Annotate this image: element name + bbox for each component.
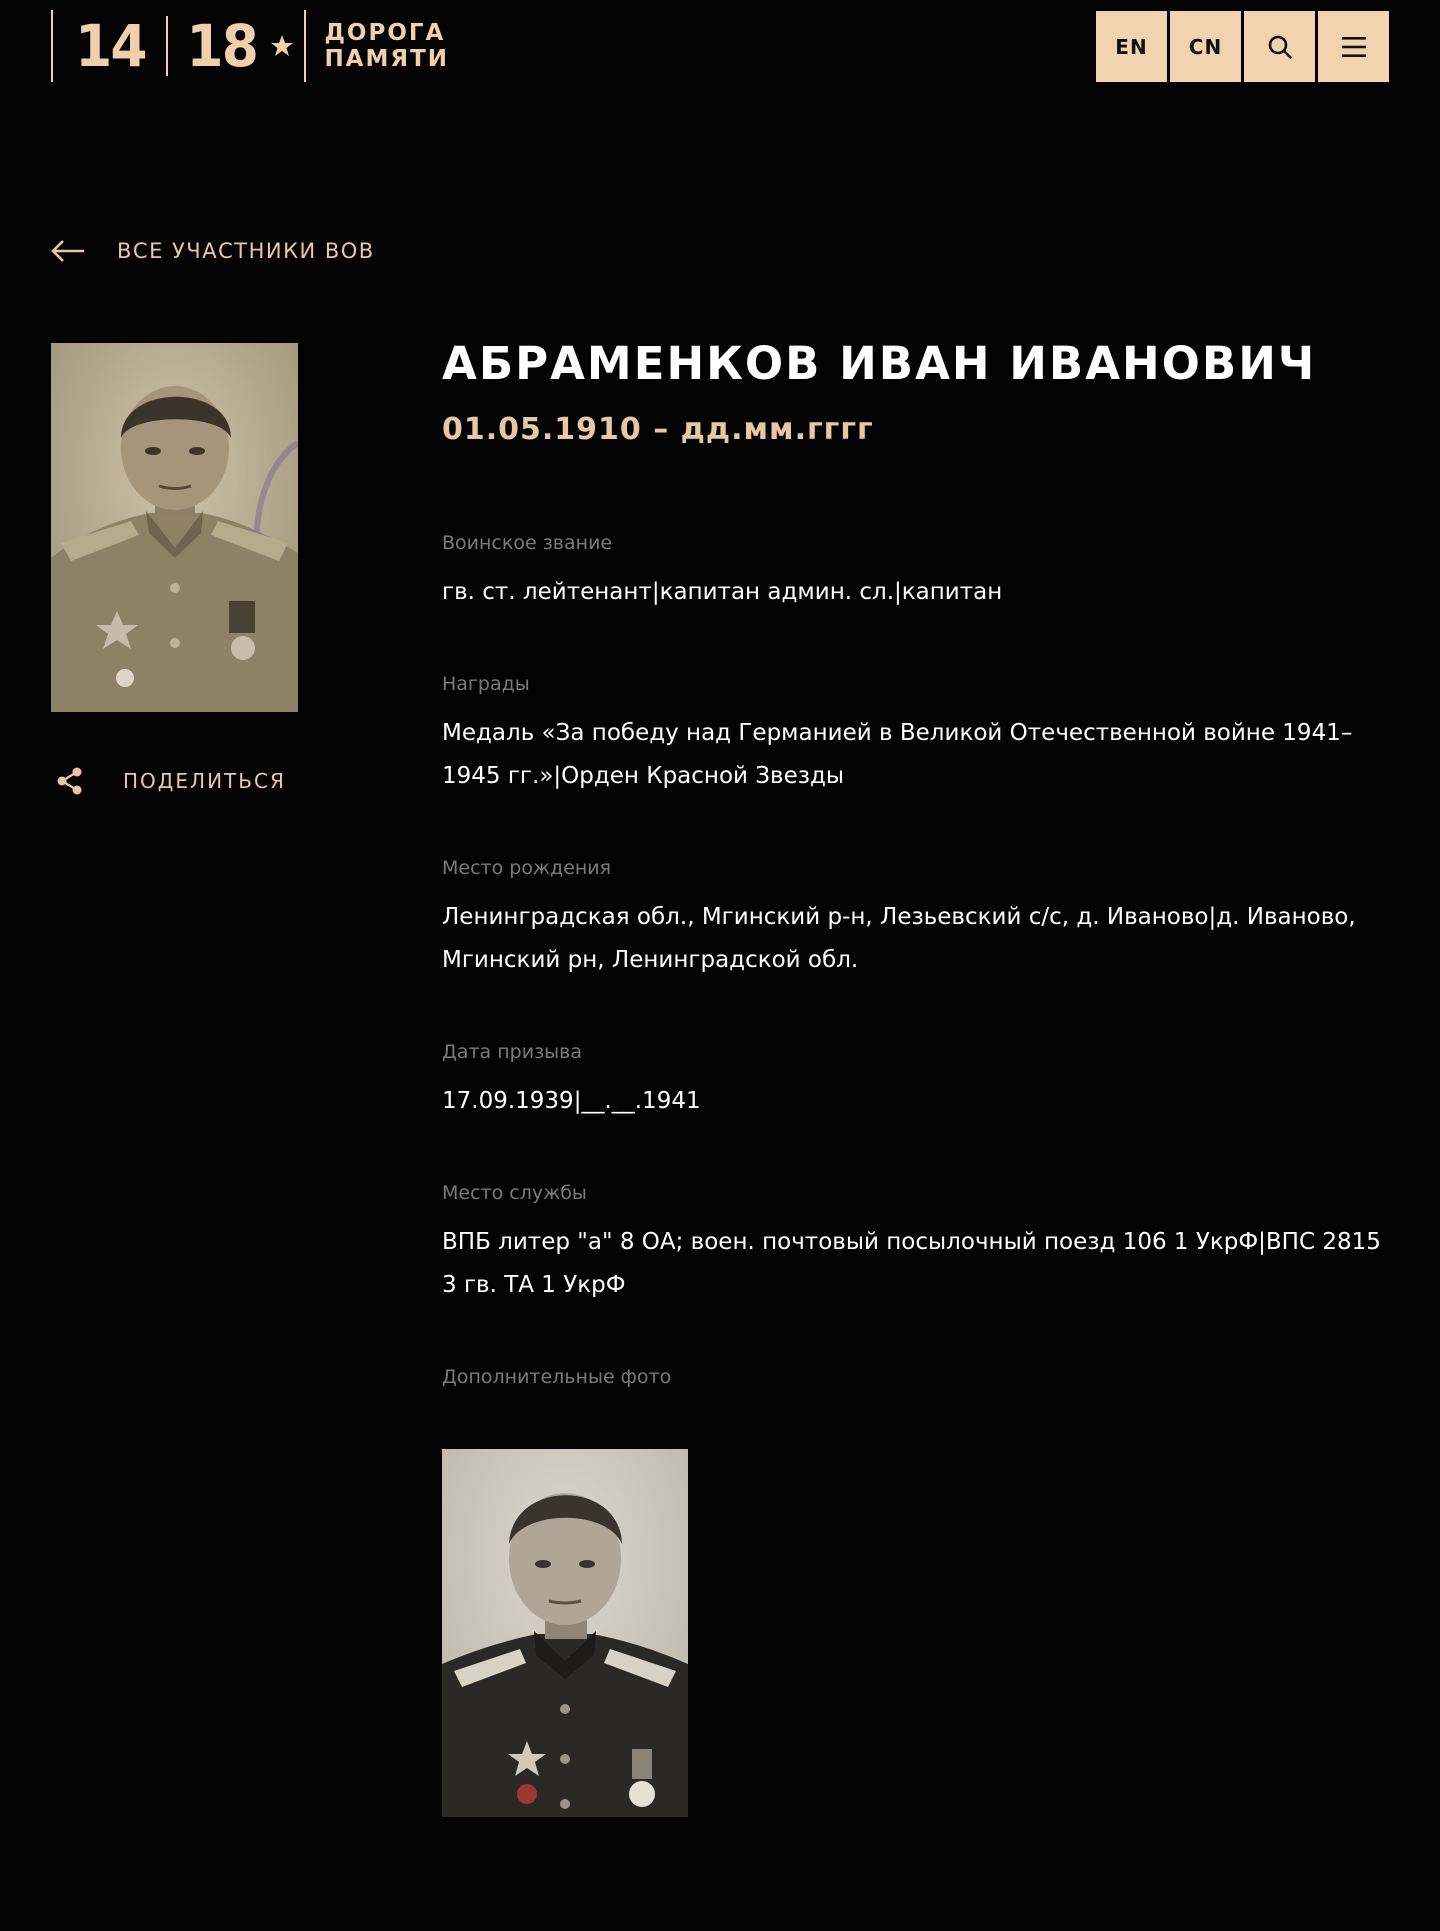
field-extra-photos-label: Дополнительные фото bbox=[442, 1366, 672, 1388]
field-extra-photos bbox=[442, 1363, 1387, 1391]
logo-digits bbox=[53, 10, 304, 82]
search-button[interactable] bbox=[1244, 11, 1315, 82]
person-details bbox=[442, 330, 1387, 1391]
share-button[interactable] bbox=[55, 766, 286, 796]
portrait-image bbox=[51, 343, 298, 712]
field-draft-date-value: 17.09.1939|__.__.1941 bbox=[442, 1088, 701, 1114]
field-service-place-value: ВПБ литер "а" 8 ОА; воен. почтовый посылочный поезд 106 1 УкрФ|ВПС 2815 3 гв. ТА 1 УкрФ bbox=[442, 1229, 1381, 1298]
field-draft-date bbox=[442, 1038, 1387, 1123]
field-birthplace-value: Ленинградская обл., Мгинский р-н, Лезьевский с/с, д. Иваново|д. Иваново, Мгинский рн, Ленинградской обл. bbox=[442, 904, 1356, 973]
extra-portrait-image bbox=[442, 1449, 688, 1817]
logo-digits-left: 14 bbox=[75, 12, 146, 80]
search-icon bbox=[1267, 34, 1293, 60]
logo-right-bar bbox=[304, 10, 306, 82]
field-rank-value: гв. ст. лейтенант|капитан админ. сл.|капитан bbox=[442, 579, 1003, 605]
header-buttons bbox=[1096, 11, 1389, 82]
logo-title bbox=[324, 20, 449, 72]
field-service-place bbox=[442, 1179, 1387, 1307]
site-logo[interactable] bbox=[51, 10, 449, 82]
share-icon bbox=[55, 766, 85, 796]
field-awards-value: Медаль «За победу над Германией в Великой Отечественной войне 1941–1945 гг.»|Орден Красной Звезды bbox=[442, 720, 1353, 789]
main-portrait-photo[interactable] bbox=[51, 343, 298, 712]
lang-en-button[interactable]: EN bbox=[1096, 11, 1167, 82]
field-rank bbox=[442, 529, 1387, 614]
logo-digits-right: 18 bbox=[186, 12, 257, 80]
field-awards-label: Награды bbox=[442, 673, 530, 695]
field-birthplace bbox=[442, 854, 1387, 982]
person-name: АБРАМЕНКОВ ИВАН ИВАНОВИЧ bbox=[442, 337, 1317, 390]
star-icon bbox=[270, 34, 294, 58]
field-birthplace-label: Место рождения bbox=[442, 857, 612, 879]
arrow-left-icon bbox=[51, 239, 85, 263]
field-awards bbox=[442, 670, 1387, 798]
menu-button[interactable] bbox=[1318, 11, 1389, 82]
hamburger-menu-icon bbox=[1341, 35, 1367, 59]
share-label: ПОДЕЛИТЬСЯ bbox=[123, 769, 286, 793]
logo-title-line2: ПАМЯТИ bbox=[324, 46, 450, 72]
back-link-label: ВСЕ УЧАСТНИКИ ВОВ bbox=[117, 239, 375, 263]
lang-cn-button[interactable]: CN bbox=[1170, 11, 1241, 82]
field-rank-label: Воинское звание bbox=[442, 532, 613, 554]
extra-photo-1[interactable] bbox=[442, 1449, 688, 1817]
field-service-place-label: Место службы bbox=[442, 1182, 587, 1204]
field-draft-date-label: Дата призыва bbox=[442, 1041, 583, 1063]
back-to-all-participants-link[interactable] bbox=[51, 236, 375, 266]
person-dates: 01.05.1910 – дд.мм.гггг bbox=[442, 412, 874, 447]
logo-title-line1: ДОРОГА bbox=[324, 20, 446, 46]
